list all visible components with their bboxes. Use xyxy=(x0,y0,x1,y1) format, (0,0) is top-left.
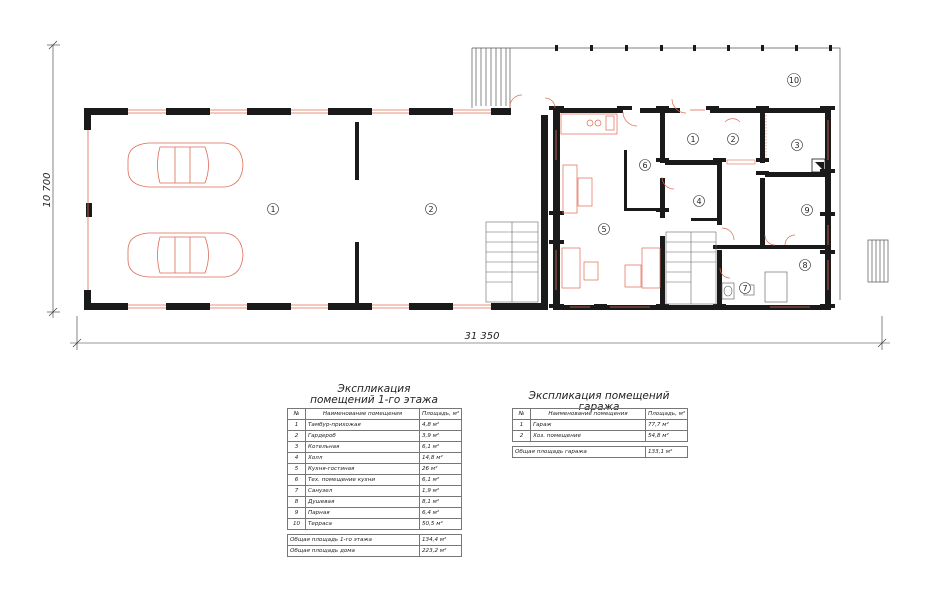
col-num: № xyxy=(288,409,306,420)
room-number: 1 xyxy=(690,134,696,144)
total-floor-label: Общая площадь 1-го этажа xyxy=(288,535,420,546)
total-garage-value: 133,1 м² xyxy=(646,447,688,458)
col-name: Наименование помещения xyxy=(306,409,420,420)
row-area: 6,1 м² xyxy=(420,475,462,486)
row-name: Парная xyxy=(306,508,420,519)
room-number: 10 xyxy=(788,75,800,85)
floor-table-title-line2: помещений 1-го этажа xyxy=(310,394,438,406)
garage-walls xyxy=(84,108,548,310)
row-num: 3 xyxy=(288,442,306,453)
table-header xyxy=(288,409,462,420)
table-row xyxy=(288,508,462,519)
table-row xyxy=(288,431,462,442)
room-number: 4 xyxy=(696,196,702,206)
room-markers xyxy=(268,74,813,294)
row-area: 3,9 м² xyxy=(420,431,462,442)
row-num: 5 xyxy=(288,464,306,475)
table-row xyxy=(288,519,462,530)
row-area: 1,9 м² xyxy=(420,486,462,497)
row-area: 6,4 м² xyxy=(420,508,462,519)
width-dimension-label: 31 350 xyxy=(464,331,500,342)
col-num: № xyxy=(513,409,531,420)
garage-table-title: Экспликация помещений гаража xyxy=(528,390,670,413)
table-row xyxy=(288,475,462,486)
row-name: Тех. помещение кухни xyxy=(306,475,420,486)
row-name: Санузел xyxy=(306,486,420,497)
kitchen-furniture xyxy=(561,114,660,288)
height-dimension-label: 10 700 xyxy=(42,172,53,208)
room-number: 2 xyxy=(730,134,736,144)
row-num: 9 xyxy=(288,508,306,519)
row-name: Кухня-гостиная xyxy=(306,464,420,475)
room-number: 2 xyxy=(428,204,434,214)
room-number: 3 xyxy=(794,140,800,150)
row-area: 14,8 м² xyxy=(420,453,462,464)
row-num: 8 xyxy=(288,497,306,508)
total-row xyxy=(288,546,462,557)
table-row xyxy=(513,420,688,431)
row-area: 54,8 м² xyxy=(646,431,688,442)
boiler-icon xyxy=(815,162,824,171)
table-row xyxy=(513,431,688,442)
room-number: 8 xyxy=(802,260,808,270)
row-area: 4,8 м² xyxy=(420,420,462,431)
col-name: Наименование помещения xyxy=(531,409,646,420)
row-area: 77,7 м² xyxy=(646,420,688,431)
garage-stairs xyxy=(486,222,538,302)
table-row xyxy=(288,442,462,453)
row-num: 1 xyxy=(513,420,531,431)
total-house-label: Общая площадь дома xyxy=(288,546,420,557)
row-name: Тамбур-прихожая xyxy=(306,420,420,431)
table-row xyxy=(288,420,462,431)
row-num: 4 xyxy=(288,453,306,464)
table-row xyxy=(288,497,462,508)
garage-explication-table xyxy=(512,408,688,458)
total-floor-value: 134,4 м² xyxy=(420,535,462,546)
row-area: 50,5 м² xyxy=(420,519,462,530)
row-area: 8,1 м² xyxy=(420,497,462,508)
total-garage-label: Общая площадь гаража xyxy=(513,447,646,458)
room-number: 6 xyxy=(642,160,648,170)
row-name: Холл xyxy=(306,453,420,464)
floor-explication-table xyxy=(287,408,462,557)
table-row xyxy=(288,486,462,497)
car-top xyxy=(128,143,243,187)
total-house-value: 223,2 м² xyxy=(420,546,462,557)
row-num: 10 xyxy=(288,519,306,530)
row-num: 2 xyxy=(288,431,306,442)
row-num: 7 xyxy=(288,486,306,497)
table-row xyxy=(288,464,462,475)
room-number: 5 xyxy=(601,224,607,234)
row-num: 2 xyxy=(513,431,531,442)
col-area: Площадь, м² xyxy=(646,409,688,420)
room-number: 1 xyxy=(270,204,276,214)
house-stairs xyxy=(666,232,716,304)
row-name: Терраса xyxy=(306,519,420,530)
row-name: Гардероб xyxy=(306,431,420,442)
row-area: 26 м² xyxy=(420,464,462,475)
row-name: Хоз. помещение xyxy=(531,431,646,442)
row-num: 1 xyxy=(288,420,306,431)
row-name: Душевая xyxy=(306,497,420,508)
floor-table-title xyxy=(287,384,461,406)
floor-table-title-line1: Экспликация xyxy=(337,383,411,395)
row-name: Гараж xyxy=(531,420,646,431)
total-row xyxy=(513,447,688,458)
table-row xyxy=(288,453,462,464)
room-number: 7 xyxy=(742,283,748,293)
doors xyxy=(510,95,795,278)
col-area: Площадь, м² xyxy=(420,409,462,420)
car-bottom xyxy=(128,233,243,277)
room-number: 9 xyxy=(804,205,810,215)
row-area: 6,1 м² xyxy=(420,442,462,453)
table-header xyxy=(513,409,688,420)
row-num: 6 xyxy=(288,475,306,486)
row-name: Котельная xyxy=(306,442,420,453)
total-row xyxy=(288,535,462,546)
